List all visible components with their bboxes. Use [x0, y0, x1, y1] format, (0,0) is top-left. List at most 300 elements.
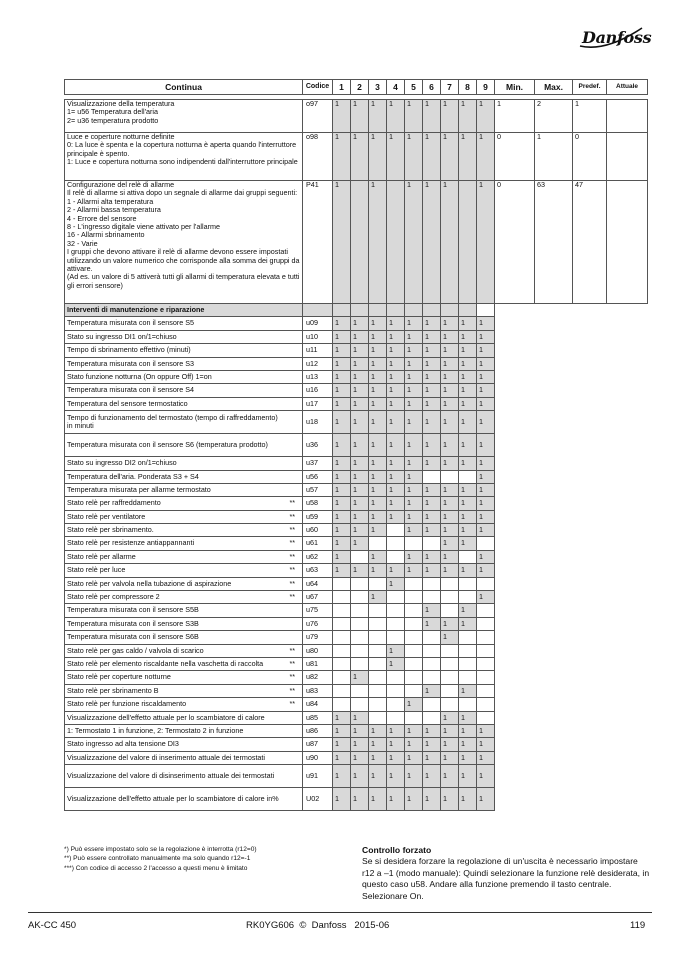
parameter-code: o97: [303, 100, 333, 133]
controller-type-cell: 1: [459, 564, 477, 577]
controller-type-cell: [423, 577, 441, 590]
controller-type-cell: [459, 304, 477, 317]
controller-type-cell: 1: [387, 564, 405, 577]
controller-type-cell: [333, 684, 351, 697]
controller-type-cell: [405, 657, 423, 670]
controller-type-cell: 1: [459, 317, 477, 330]
service-description: Temperatura misurata con il sensore S6B: [65, 631, 283, 644]
controller-type-cell: [423, 711, 441, 724]
controller-type-cell: 1: [387, 330, 405, 343]
controller-type-cell: 1: [369, 411, 387, 434]
service-description: Stato relè per compressore 2: [65, 591, 283, 604]
controller-type-cell: 1: [369, 788, 387, 811]
controller-type-cell: 1: [423, 564, 441, 577]
service-row: [65, 357, 648, 370]
controller-type-cell: [477, 631, 495, 644]
manual-control-mark: [283, 411, 303, 434]
controller-type-cell: 1: [387, 751, 405, 764]
footer-company: Danfoss: [311, 920, 347, 931]
controller-type-cell: [333, 631, 351, 644]
controller-type-cell: 1: [333, 357, 351, 370]
controller-type-cell: [423, 657, 441, 670]
controller-type-cell: 1: [459, 397, 477, 410]
controller-type-cell: 1: [405, 133, 423, 181]
manual-control-mark: [283, 483, 303, 496]
parameter-description: Visualizzazione della temperatura 1= u56 Temperatura dell'aria 2= u36 temperatura prodotto: [65, 100, 303, 133]
service-row: [65, 617, 648, 630]
controller-type-cell: 1: [369, 100, 387, 133]
controller-type-cell: 1: [441, 497, 459, 510]
controller-type-cell: [459, 698, 477, 711]
controller-type-cell: 1: [333, 397, 351, 410]
manual-control-mark: [283, 631, 303, 644]
controller-type-cell: 1: [459, 724, 477, 737]
controller-type-cell: 1: [423, 788, 441, 811]
controller-type-cell: 1: [351, 434, 369, 457]
manual-control-mark: [283, 434, 303, 457]
controller-type-cell: 1: [333, 317, 351, 330]
controller-type-cell: 1: [333, 457, 351, 470]
service-description: Visualizzazione dell'effetto attuale per lo scambiatore di calore in%: [65, 788, 283, 811]
min-value: 0: [495, 181, 535, 304]
footnote: ***) Con codice di accesso 2 l'accesso a questi menu è limitato: [64, 864, 248, 872]
min-value: 0: [495, 133, 535, 181]
manual-control-mark: [283, 738, 303, 751]
controller-type-cell: 1: [369, 384, 387, 397]
service-description: Stato relè per resistenze antiappannanti: [65, 537, 283, 550]
header-col: 3: [369, 80, 387, 95]
header-code: Codice: [303, 80, 333, 95]
controller-type-cell: 1: [387, 317, 405, 330]
controller-type-cell: [441, 577, 459, 590]
controller-type-cell: 1: [423, 738, 441, 751]
controller-type-cell: 1: [459, 344, 477, 357]
controller-type-cell: 1: [333, 497, 351, 510]
controller-type-cell: 1: [351, 671, 369, 684]
controller-type-cell: 1: [387, 724, 405, 737]
service-code: u83: [303, 684, 333, 697]
service-description: Stato funzione notturna (On oppure Off) 1=on: [65, 370, 283, 383]
manual-control-mark: **: [283, 671, 303, 684]
manual-control-mark: **: [283, 577, 303, 590]
controller-type-cell: 1: [405, 751, 423, 764]
controller-type-cell: 1: [423, 411, 441, 434]
manual-control-mark: **: [283, 591, 303, 604]
controller-type-cell: 1: [405, 724, 423, 737]
service-code: u36: [303, 434, 333, 457]
service-code: u12: [303, 357, 333, 370]
page-number: 119: [630, 920, 646, 931]
service-description: Stato relè per luce: [65, 564, 283, 577]
controller-type-cell: [333, 671, 351, 684]
controller-type-cell: 1: [423, 384, 441, 397]
controller-type-cell: [351, 604, 369, 617]
header-col: 2: [351, 80, 369, 95]
service-code: u09: [303, 317, 333, 330]
controller-type-cell: 1: [405, 370, 423, 383]
service-row: [65, 344, 648, 357]
service-row: [65, 457, 648, 470]
controller-type-cell: 1: [351, 397, 369, 410]
controller-type-cell: [423, 470, 441, 483]
controller-type-cell: 1: [333, 411, 351, 434]
controller-type-cell: 1: [441, 100, 459, 133]
controller-type-cell: 1: [405, 765, 423, 788]
controller-type-cell: 1: [351, 384, 369, 397]
controller-type-cell: 1: [405, 397, 423, 410]
controller-type-cell: 1: [459, 510, 477, 523]
controller-type-cell: 1: [477, 470, 495, 483]
controller-type-cell: [333, 577, 351, 590]
controller-type-cell: [477, 671, 495, 684]
controller-type-cell: 1: [423, 357, 441, 370]
manual-control-mark: **: [283, 657, 303, 670]
controller-type-cell: 1: [423, 483, 441, 496]
controller-type-cell: 1: [333, 483, 351, 496]
footer-doc: [246, 920, 389, 931]
controller-type-cell: 1: [459, 765, 477, 788]
controller-type-cell: 1: [477, 133, 495, 181]
parameter-code: o98: [303, 133, 333, 181]
controller-type-cell: 1: [477, 724, 495, 737]
manual-control-mark: [283, 765, 303, 788]
controller-type-cell: 1: [477, 384, 495, 397]
controller-type-cell: 1: [423, 604, 441, 617]
service-description: Temperatura misurata per allarme termostato: [65, 483, 283, 496]
controller-type-cell: [459, 591, 477, 604]
controller-type-cell: 1: [459, 384, 477, 397]
controller-type-cell: 1: [405, 181, 423, 304]
controller-type-cell: [441, 591, 459, 604]
service-description: Visualizzazione del valore di disinserimento attuale dei termostati: [65, 765, 283, 788]
controller-type-cell: 1: [405, 483, 423, 496]
manual-control-mark: **: [283, 684, 303, 697]
controller-type-cell: 1: [333, 510, 351, 523]
header-max: Max.: [535, 80, 573, 95]
controller-type-cell: [459, 470, 477, 483]
service-description: Temperatura dell'aria. Ponderata S3 + S4: [65, 470, 283, 483]
service-code: u56: [303, 470, 333, 483]
controller-type-cell: 1: [333, 470, 351, 483]
service-code: u76: [303, 617, 333, 630]
controller-type-cell: 1: [351, 724, 369, 737]
header-min: Min.: [495, 80, 535, 95]
controller-type-cell: [405, 671, 423, 684]
service-description: Temperatura misurata con il sensore S6 (temperatura prodotto): [65, 434, 283, 457]
controller-type-cell: 1: [477, 788, 495, 811]
controller-type-cell: [441, 698, 459, 711]
controller-type-cell: 1: [459, 330, 477, 343]
table-header: [65, 80, 648, 95]
controller-type-cell: 1: [441, 524, 459, 537]
controller-type-cell: [405, 577, 423, 590]
header-col: 8: [459, 80, 477, 95]
controller-type-cell: 1: [351, 765, 369, 788]
controller-type-cell: 1: [441, 411, 459, 434]
service-code: u37: [303, 457, 333, 470]
controller-type-cell: 1: [459, 711, 477, 724]
controller-type-cell: [351, 304, 369, 317]
controller-type-cell: 1: [387, 577, 405, 590]
controller-type-cell: 1: [477, 411, 495, 434]
controller-type-cell: [351, 617, 369, 630]
controller-type-cell: 1: [423, 434, 441, 457]
controller-type-cell: 1: [405, 344, 423, 357]
service-description: Stato ingresso ad alta tensione DI3: [65, 738, 283, 751]
manual-control-mark: [283, 788, 303, 811]
service-description: Temperatura del sensore termostatico: [65, 397, 283, 410]
service-row: [65, 370, 648, 383]
service-row: [65, 671, 648, 684]
controller-type-cell: 1: [387, 411, 405, 434]
service-description: Temperatura misurata con il sensore S3: [65, 357, 283, 370]
controller-type-cell: 1: [441, 751, 459, 764]
section-title: Interventi di manutenzione e riparazione: [65, 304, 303, 317]
controller-type-cell: 1: [405, 698, 423, 711]
service-row: [65, 497, 648, 510]
controller-type-cell: 1: [441, 434, 459, 457]
manual-control-mark: **: [283, 644, 303, 657]
controller-type-cell: [441, 644, 459, 657]
controller-type-cell: [351, 591, 369, 604]
controller-type-cell: 1: [369, 724, 387, 737]
controller-type-cell: 1: [459, 133, 477, 181]
controller-type-cell: [387, 591, 405, 604]
default-value: 0: [573, 133, 607, 181]
controller-type-cell: 1: [441, 133, 459, 181]
controller-type-cell: 1: [441, 457, 459, 470]
manual-control-mark: **: [283, 564, 303, 577]
controller-type-cell: 1: [441, 537, 459, 550]
controller-type-cell: 1: [405, 357, 423, 370]
parameter-description: Luce e coperture notturne definite 0: La luce è spenta e la copertura notturna è aperta quando l'interruttore principale è spento. 1: Luce e copertura notturna sono indipendenti dall'interruttore principale: [65, 133, 303, 181]
controller-type-cell: 1: [405, 411, 423, 434]
service-description: Stato su ingresso DI2 on/1=chiuso: [65, 457, 283, 470]
controller-type-cell: 1: [441, 550, 459, 563]
controller-type-cell: [387, 617, 405, 630]
service-code: u81: [303, 657, 333, 670]
controller-type-cell: 1: [477, 181, 495, 304]
controller-type-cell: 1: [423, 617, 441, 630]
controller-type-cell: [351, 657, 369, 670]
forced-control-title: Controllo forzato: [362, 845, 432, 855]
controller-type-cell: 1: [405, 384, 423, 397]
controller-type-cell: [351, 577, 369, 590]
controller-type-cell: 1: [333, 724, 351, 737]
actual-value: [607, 100, 648, 133]
controller-type-cell: 1: [351, 457, 369, 470]
header-col: 4: [387, 80, 405, 95]
controller-type-cell: 1: [477, 100, 495, 133]
controller-type-cell: [369, 671, 387, 684]
service-row: [65, 577, 648, 590]
controller-type-cell: 1: [459, 100, 477, 133]
service-description: Stato relè per valvola nella tubazione di aspirazione: [65, 577, 283, 590]
controller-type-cell: 1: [387, 470, 405, 483]
controller-type-cell: 1: [477, 457, 495, 470]
controller-type-cell: 1: [369, 434, 387, 457]
controller-type-cell: 1: [387, 357, 405, 370]
service-row: [65, 510, 648, 523]
controller-type-cell: [477, 684, 495, 697]
service-code: u60: [303, 524, 333, 537]
service-code: u57: [303, 483, 333, 496]
service-description: Stato relè per raffreddamento: [65, 497, 283, 510]
manual-control-mark: **: [283, 698, 303, 711]
controller-type-cell: 1: [351, 564, 369, 577]
controller-type-cell: 1: [387, 497, 405, 510]
controller-type-cell: 1: [423, 344, 441, 357]
controller-type-cell: 1: [441, 370, 459, 383]
controller-type-cell: [387, 550, 405, 563]
service-row: [65, 397, 648, 410]
controller-type-cell: [423, 698, 441, 711]
service-description: Temperatura misurata con il sensore S3B: [65, 617, 283, 630]
controller-type-cell: 1: [387, 100, 405, 133]
controller-type-cell: 1: [369, 510, 387, 523]
service-row: [65, 657, 648, 670]
service-description: Temperatura misurata con il sensore S5: [65, 317, 283, 330]
service-description: 1: Termostato 1 in funzione, 2: Termostato 2 in funzione: [65, 724, 283, 737]
service-description: Visualizzazione dell'effetto attuale per lo scambiatore di calore: [65, 711, 283, 724]
controller-type-cell: 1: [441, 510, 459, 523]
manual-control-mark: **: [283, 497, 303, 510]
controller-type-cell: 1: [351, 370, 369, 383]
controller-type-cell: [351, 631, 369, 644]
controller-type-cell: 1: [387, 765, 405, 788]
controller-type-cell: 1: [441, 397, 459, 410]
controller-type-cell: 1: [405, 524, 423, 537]
controller-type-cell: [405, 711, 423, 724]
controller-type-cell: [333, 617, 351, 630]
max-value: 63: [535, 181, 573, 304]
controller-type-cell: 1: [333, 181, 351, 304]
parameter-code: P41: [303, 181, 333, 304]
controller-type-cell: 1: [369, 330, 387, 343]
controller-type-cell: [369, 644, 387, 657]
header-col: 7: [441, 80, 459, 95]
manual-control-mark: [283, 617, 303, 630]
controller-type-cell: 1: [333, 711, 351, 724]
service-code: u79: [303, 631, 333, 644]
controller-type-cell: 1: [459, 483, 477, 496]
service-description: Stato relè per coperture notturne: [65, 671, 283, 684]
controller-type-cell: 1: [477, 510, 495, 523]
controller-type-cell: 1: [423, 510, 441, 523]
controller-type-cell: [441, 684, 459, 697]
controller-type-cell: 1: [387, 510, 405, 523]
controller-type-cell: [423, 304, 441, 317]
controller-type-cell: 1: [369, 344, 387, 357]
controller-type-cell: 1: [477, 317, 495, 330]
controller-type-cell: [441, 470, 459, 483]
controller-type-cell: 1: [441, 631, 459, 644]
controller-type-cell: 1: [369, 457, 387, 470]
section-code-cell: [303, 304, 333, 317]
service-row: [65, 765, 648, 788]
parameter-row: [65, 133, 648, 181]
controller-type-cell: 1: [405, 330, 423, 343]
controller-type-cell: 1: [333, 344, 351, 357]
controller-type-cell: 1: [369, 357, 387, 370]
footnotes: [64, 845, 257, 873]
service-row: [65, 317, 648, 330]
controller-type-cell: 1: [351, 344, 369, 357]
service-row: [65, 644, 648, 657]
controller-type-cell: [333, 644, 351, 657]
manual-control-mark: [283, 384, 303, 397]
service-code: u58: [303, 497, 333, 510]
service-code: u85: [303, 711, 333, 724]
service-description: Temperatura misurata con il sensore S4: [65, 384, 283, 397]
controller-type-cell: [351, 181, 369, 304]
service-code: u18: [303, 411, 333, 434]
service-row: [65, 550, 648, 563]
controller-type-cell: [387, 671, 405, 684]
manual-control-mark: **: [283, 550, 303, 563]
controller-type-cell: 1: [441, 564, 459, 577]
controller-type-cell: 1: [423, 751, 441, 764]
controller-type-cell: 1: [477, 738, 495, 751]
service-row: [65, 604, 648, 617]
controller-type-cell: 1: [387, 657, 405, 670]
controller-type-cell: 1: [351, 711, 369, 724]
controller-type-cell: [477, 711, 495, 724]
service-row: [65, 483, 648, 496]
service-code: u62: [303, 550, 333, 563]
controller-type-cell: [441, 604, 459, 617]
controller-type-cell: 1: [369, 317, 387, 330]
controller-type-cell: 1: [441, 483, 459, 496]
controller-type-cell: 1: [423, 100, 441, 133]
controller-type-cell: [387, 181, 405, 304]
controller-type-cell: 1: [351, 537, 369, 550]
controller-type-cell: 1: [459, 411, 477, 434]
controller-type-cell: 1: [441, 617, 459, 630]
service-description: Stato relè per elemento riscaldante nella vaschetta di raccolta: [65, 657, 283, 670]
service-description: Stato relè per gas caldo / valvola di scarico: [65, 644, 283, 657]
controller-type-cell: 1: [459, 617, 477, 630]
controller-type-cell: 1: [477, 344, 495, 357]
controller-type-cell: [351, 684, 369, 697]
manual-control-mark: [283, 317, 303, 330]
controller-type-cell: [441, 304, 459, 317]
manual-control-mark: [283, 751, 303, 764]
controller-type-cell: [405, 304, 423, 317]
controller-type-cell: 1: [369, 765, 387, 788]
controller-type-cell: 1: [351, 470, 369, 483]
service-code: u59: [303, 510, 333, 523]
controller-type-cell: [369, 577, 387, 590]
service-description: Stato relè per ventilatore: [65, 510, 283, 523]
controller-type-cell: [405, 604, 423, 617]
manual-control-mark: [283, 470, 303, 483]
manual-control-mark: [283, 711, 303, 724]
controller-type-cell: 1: [459, 524, 477, 537]
controller-type-cell: 1: [387, 133, 405, 181]
controller-type-cell: 1: [351, 330, 369, 343]
controller-type-cell: [369, 604, 387, 617]
controller-type-cell: 1: [441, 357, 459, 370]
controller-type-cell: 1: [423, 397, 441, 410]
controller-type-cell: [333, 698, 351, 711]
service-code: u13: [303, 370, 333, 383]
max-value: 1: [535, 133, 573, 181]
controller-type-cell: 1: [477, 357, 495, 370]
default-value: 47: [573, 181, 607, 304]
controller-type-cell: 1: [387, 384, 405, 397]
controller-type-cell: [423, 671, 441, 684]
